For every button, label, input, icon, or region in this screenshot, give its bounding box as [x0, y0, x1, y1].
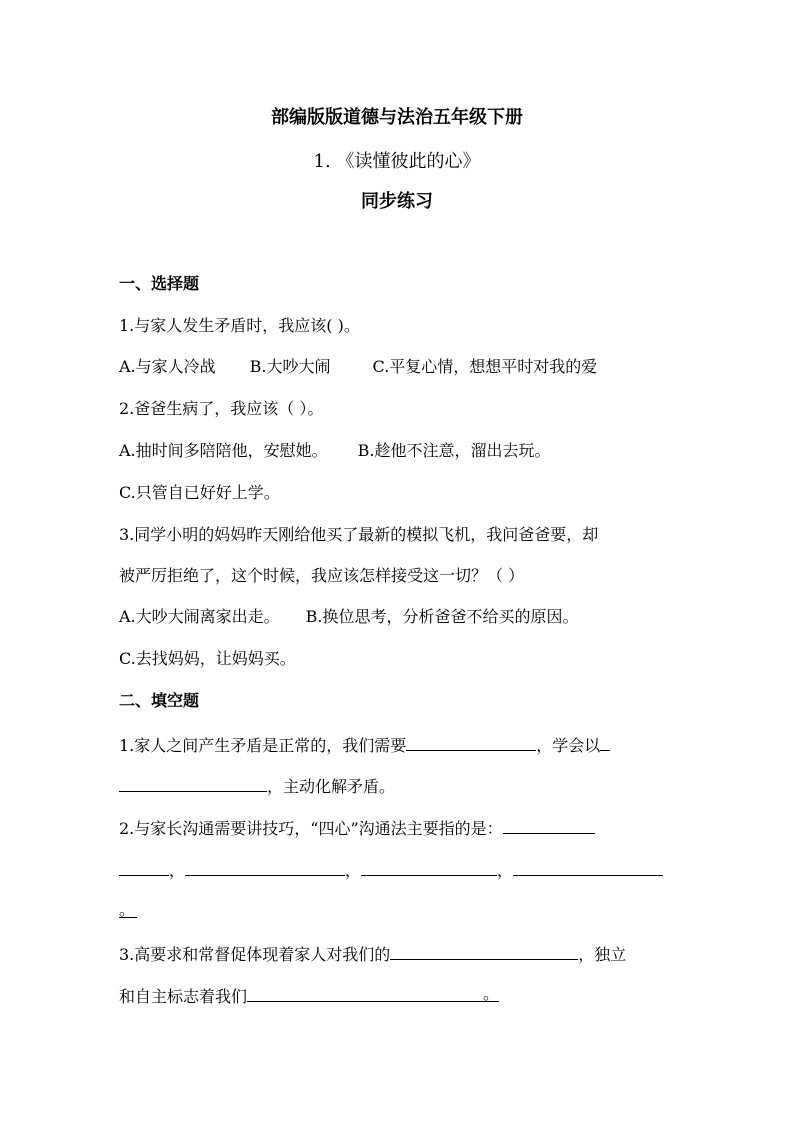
section-heading-fill: 二、填空题: [119, 691, 200, 710]
document-title: 部编版版道德与法治五年级下册: [271, 107, 523, 128]
fill-question-3-line-2: 和自主标志着我们 。: [119, 984, 500, 1006]
question-3-option-c: C.去找妈妈，让妈妈买。: [119, 649, 296, 668]
answer-blank[interactable]: [406, 732, 536, 751]
fill-question-2-line-3: [119, 899, 137, 921]
question-1-stem: 1.与家人发生矛盾时，我应该( )。: [119, 316, 360, 335]
answer-blank[interactable]: [119, 773, 267, 792]
answer-blank[interactable]: [390, 941, 578, 960]
question-3-stem-line-2: 被严厉拒绝了，这个时候，我应该怎样接受这一切？（ ）: [119, 566, 525, 585]
option-b: B.趁他不注意，溜出去玩。: [357, 441, 551, 460]
question-2-stem: 2.爸爸生病了，我应该（ ）。: [119, 399, 324, 418]
document-subtitle: 同步练习: [361, 191, 433, 212]
answer-blank[interactable]: [503, 815, 595, 834]
answer-blank[interactable]: [361, 857, 497, 876]
option-a: A.抽时间多陪陪他，安慰她。: [119, 441, 328, 460]
question-3-options-ab: [119, 606, 579, 628]
option-c: C.平复心情，想想平时对我的爱: [372, 357, 598, 376]
fill-question-1-line-1: 1.家人之间产生矛盾是正常的，我们需要 ，学会以: [119, 732, 610, 757]
answer-blank[interactable]: [185, 857, 345, 876]
question-2-option-c: C.只管自已好好上学。: [119, 483, 280, 502]
fill-question-2-line-1: 2.与家长沟通需要讲技巧，“四心”沟通法主要指的是：: [119, 815, 595, 840]
lesson-title: 1. 《读懂彼此的心》: [313, 151, 481, 172]
option-a: A.大吵大闹离家出走。: [119, 607, 280, 626]
answer-blank[interactable]: 。: [119, 900, 136, 919]
answer-blank[interactable]: [600, 732, 610, 751]
option-b: B.换位思考，分析爸爸不给买的原因。: [305, 607, 579, 626]
section-heading-choice: 一、选择题: [119, 274, 200, 293]
fill-question-3-line-1: 3.高要求和常督促体现着家人对我们的 ，独立: [119, 941, 626, 966]
question-3-stem-line-1: 3.同学小明的妈妈昨天刚给他买了最新的模拟飞机，我问爸爸要，却: [119, 525, 599, 544]
answer-blank[interactable]: [119, 857, 169, 876]
fill-question-1-line-2: ，主动化解矛盾。: [119, 773, 395, 798]
fill-question-2-line-2: ， ， ，: [119, 857, 663, 882]
option-a: A.与家人冷战: [119, 357, 216, 376]
option-b: B.大吵大闹: [249, 357, 331, 376]
question-1-options: [119, 356, 597, 378]
question-2-options-ab: [119, 440, 551, 462]
answer-blank[interactable]: 。: [247, 983, 499, 1002]
answer-blank[interactable]: [513, 857, 663, 876]
